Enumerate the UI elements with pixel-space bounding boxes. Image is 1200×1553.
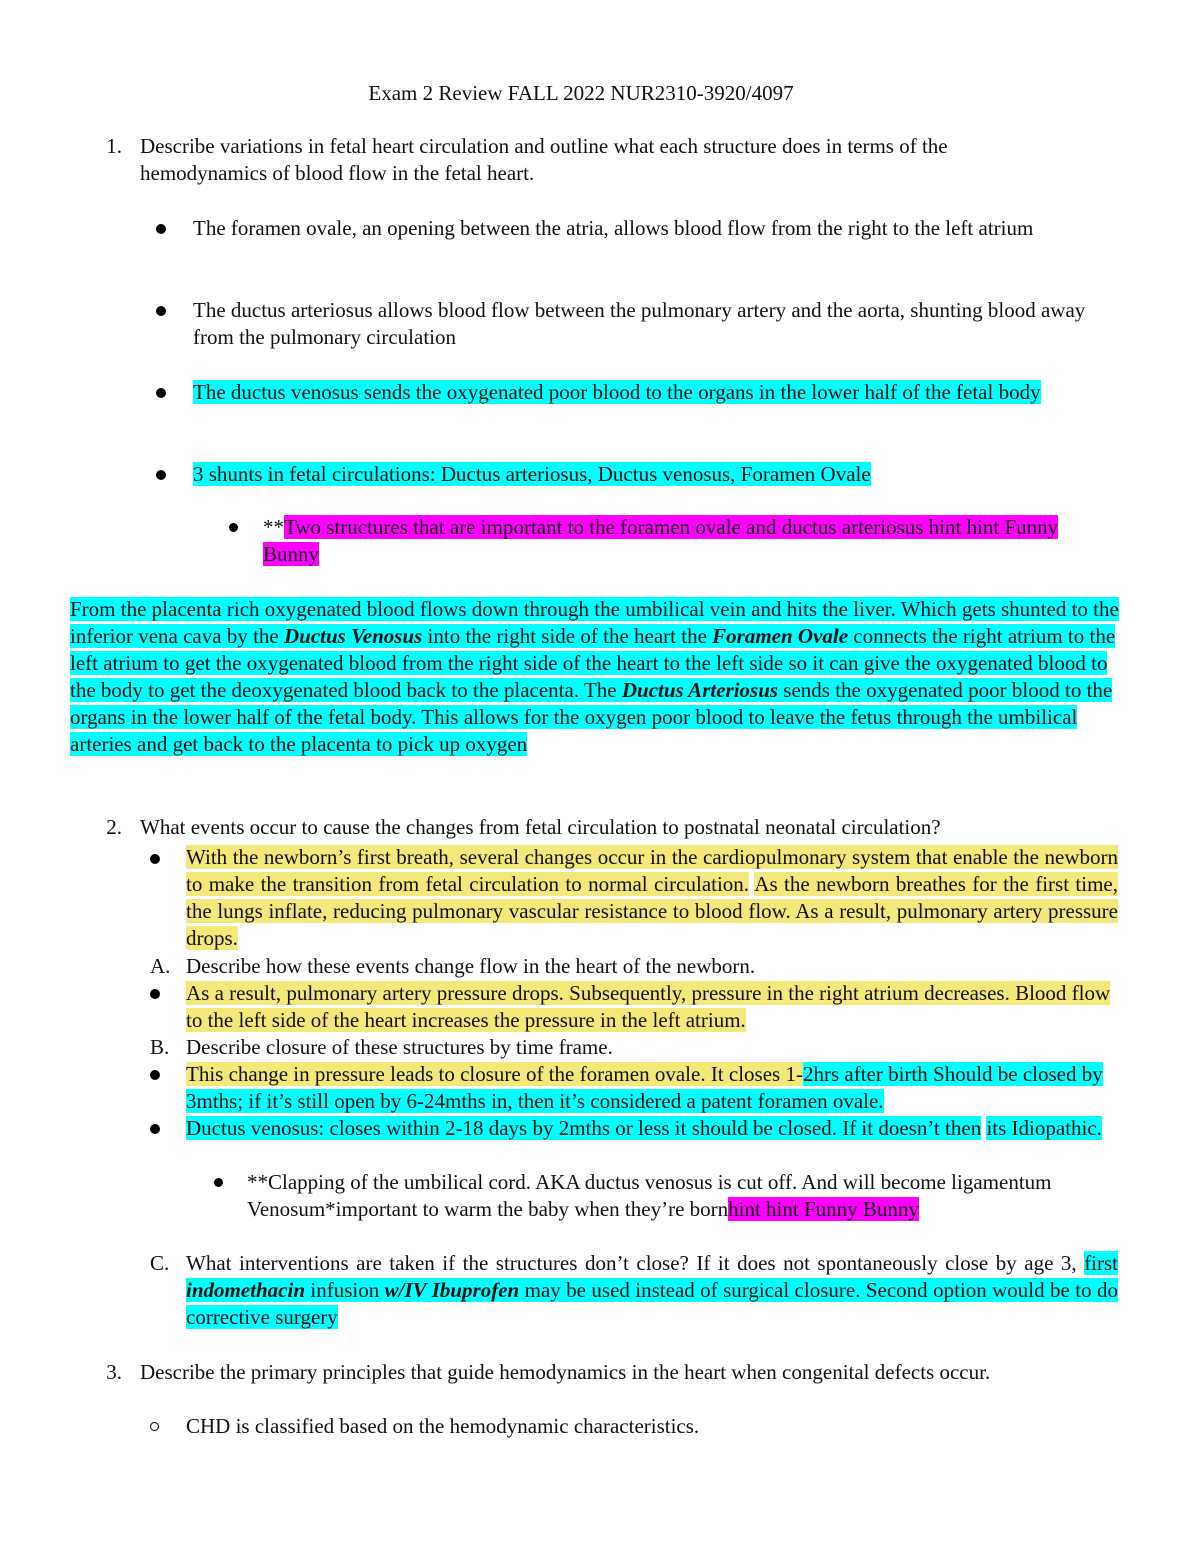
q1-bullet-three-shunts xyxy=(193,461,1093,488)
q1-sub-bullet-funny-bunny xyxy=(263,514,1103,568)
bullet-icon xyxy=(150,854,160,864)
term-ibuprofen: w/IV Ibuprofen xyxy=(384,1278,520,1302)
q3-item-chd: CHD is classified based on the hemodynamic characteristics. xyxy=(186,1414,700,1438)
q1-bullet-ductus-arteriosus: The ductus arteriosus allows blood flow between the pulmonary artery and the aorta, shunting blood away from the pulmonary circulation xyxy=(193,298,1086,349)
sub-c-question: What interventions are taken if the structures don’t close? If it does not spontaneously close by age 3, xyxy=(186,1251,1077,1275)
paragraph-text: into the right side of the heart the xyxy=(422,624,713,648)
question-1-text: Describe variations in fetal heart circulation and outline what each structure does in terms of the hemodynamics of blood flow in the fetal heart. xyxy=(140,134,948,185)
paragraph-text: sends the oxygenated poor blood to the organs in the lower half of the fetal body. This allows for the oxygen poor blood to leave the fetus through the umbilical arteries and get back to the placenta to pick up oxygen xyxy=(70,678,1113,756)
question-3-text: Describe the primary principles that guide hemodynamics in the heart when congenital defects occur. xyxy=(140,1360,991,1384)
sub-bullet-prefix: ** xyxy=(263,515,284,539)
document-title: Exam 2 Review FALL 2022 NUR2310-3920/4097 xyxy=(368,81,794,105)
highlight-yellow: As a result, pulmonary artery pressure drops. Subsequently, pressure in the right atrium decreases. Blood flow to the left side of the heart increases the pressure in the left atrium. xyxy=(186,981,1111,1032)
q2-sub-bullet-umbilical-cord xyxy=(247,1169,1067,1223)
highlight-yellow: With the newborn’s first breath, several changes occur in the cardiopulmonary system that enable the newborn to make the transition from fetal circulation to normal circulation. xyxy=(186,845,1118,896)
q2-bullet-foramen-closure xyxy=(186,1061,1118,1115)
highlight-cyan: The ductus venosus sends the oxygenated poor blood to the organs in the lower half of the fetal body xyxy=(193,380,1041,404)
highlight-cyan: 2hrs after birth Should be closed by 3mths; if it’s still open by 6-24mths in, then it’s considered a patent foramen ovale. xyxy=(186,1062,1103,1113)
highlight-cyan: 3 shunts in fetal circulations: Ductus arteriosus, Ductus venosus, Foramen Ovale xyxy=(193,462,871,486)
circle-bullet-icon xyxy=(150,1422,159,1431)
q2-sub-c-text xyxy=(186,1250,1118,1331)
q2-sub-b-label: B. xyxy=(150,1035,170,1059)
term-ductus-venosus: Ductus Venosus xyxy=(283,624,423,648)
q2-bullet-pressure-drop xyxy=(186,980,1118,1034)
bullet-icon xyxy=(156,388,166,398)
highlight-cyan xyxy=(70,597,1119,756)
sub-bullet-icon xyxy=(229,523,238,532)
bullet-icon xyxy=(156,224,166,234)
paragraph-text: connects the right atrium to the left atrium to get the oxygenated blood from the right side of the heart to the left side so it can give the oxygenated blood to the body to get the deoxygenated blood back to the placenta. The xyxy=(70,624,1116,702)
bullet-icon xyxy=(150,989,160,999)
q2-bullet-first-breath xyxy=(186,844,1118,952)
highlight-magenta: Two structures that are important to the foramen ovale and ductus arteriosus hint hint Funny Bunny xyxy=(263,515,1059,566)
bullet-icon xyxy=(150,1070,160,1080)
question-1-number: 1. xyxy=(106,134,122,158)
q2-sub-a-text: Describe how these events change flow in the heart of the newborn. xyxy=(186,954,756,978)
question-2-number: 2. xyxy=(106,815,122,839)
q1-bullet-ductus-venosus xyxy=(193,379,1093,406)
term-foramen-ovale: Foramen Ovale xyxy=(712,624,849,648)
q2-bullet-ductus-venosus xyxy=(186,1115,1118,1142)
sub-bullet-icon xyxy=(214,1178,223,1187)
bullet-icon xyxy=(156,306,166,316)
fetal-circulation-paragraph xyxy=(70,596,1136,758)
q1-bullet-foramen-ovale: The foramen ovale, an opening between the atria, allows blood flow from the right to the left atrium xyxy=(193,216,1034,240)
bullet-icon xyxy=(150,1124,160,1134)
highlight-cyan: its Idiopathic. xyxy=(986,1116,1102,1140)
bullet-icon xyxy=(156,470,166,480)
sub-c-answer: first xyxy=(1084,1251,1119,1275)
highlight-magenta: hint hint Funny Bunny xyxy=(728,1197,919,1221)
q2-sub-b-text: Describe closure of these structures by time frame. xyxy=(186,1035,613,1059)
highlight-cyan: Ductus venosus: closes within 2-18 days by 2mths or less it should be closed. If it doesn’t then xyxy=(186,1116,982,1140)
question-3-number: 3. xyxy=(106,1360,122,1384)
question-2-text: What events occur to cause the changes from fetal circulation to postnatal neonatal circulation? xyxy=(140,815,941,839)
sub-c-answer: may be used instead of surgical closure. Second option would be to do corrective surgery xyxy=(186,1278,1118,1329)
highlight-yellow: As the newborn breathes for the first time, the lungs inflate, reducing pulmonary vascular resistance to blood flow. As a result, pulmonary artery pressure drops. xyxy=(186,872,1118,950)
q2-sub-c-label: C. xyxy=(150,1251,170,1275)
highlight-yellow: This change in pressure leads to closure of the foramen ovale. It closes 1- xyxy=(186,1062,803,1086)
q2-sub-a-label: A. xyxy=(150,954,171,978)
paragraph-text: From the placenta rich oxygenated blood flows down through the umbilical vein and hits the liver. Which gets shunted to the inferior vena cava by the xyxy=(70,597,1119,648)
sub-bullet-text: **Clapping of the umbilical cord. AKA ductus venosus is cut off. And will become ligamentum Venosum*important to warm the baby when they’re born xyxy=(247,1170,1052,1221)
sub-c-answer: infusion xyxy=(305,1278,385,1302)
term-indomethacin: indomethacin xyxy=(186,1278,306,1302)
term-ductus-arteriosus: Ductus Arteriosus xyxy=(621,678,779,702)
